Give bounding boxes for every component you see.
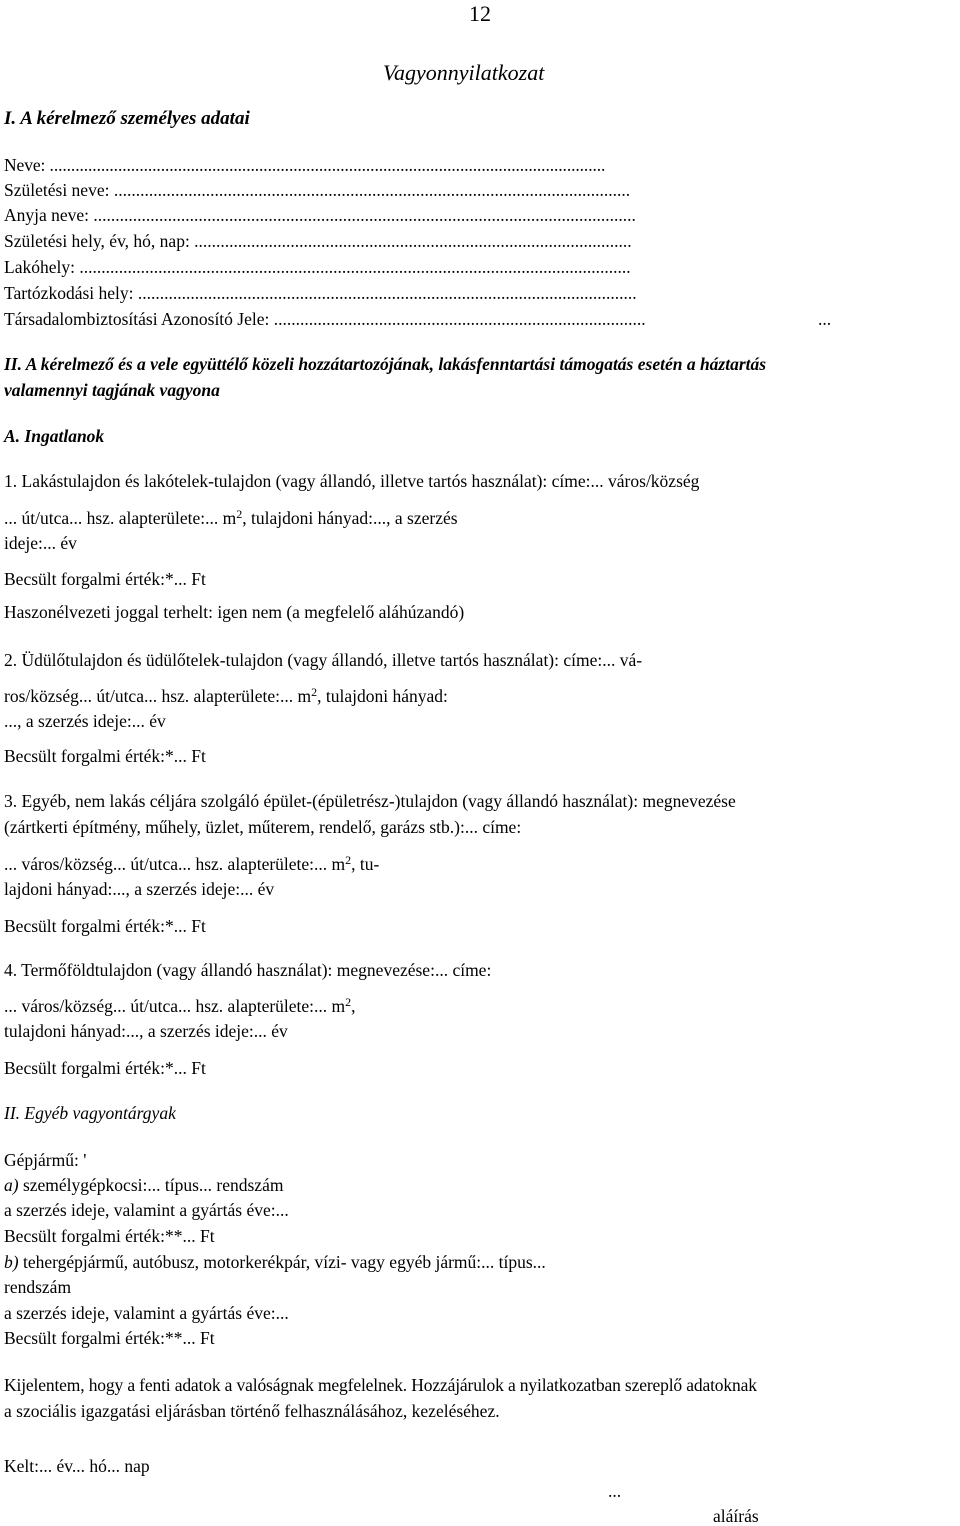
other-assets-heading: II. Egyéb vagyontárgyak (4, 1103, 176, 1123)
section-personal-heading: I. A kérelmező személyes adatai (4, 108, 250, 129)
signature-label: aláírás (713, 1506, 759, 1526)
date-line: Kelt:... év... hó... nap (4, 1456, 150, 1476)
declaration-line1: Kijelentem, hogy a fenti adatok a valóságnak megfelelnek. Hozzájárulok a nyilatkozatban szereplő adatoknak (4, 1375, 757, 1395)
car-line (4, 1175, 283, 1195)
item2-line2 (4, 686, 448, 706)
field-birth-name: Születési neve: ...................................................................................................................... (4, 180, 631, 200)
vehicle-b-line (4, 1252, 546, 1272)
item1-usufruct: Haszonélvezeti joggal terhelt: igen nem (a megfelelő aláhúzandó) (4, 602, 465, 622)
vehicle-b-acquisition: a szerzés ideje, valamint a gyártás éve:... (4, 1303, 289, 1323)
item1-value: Becsült forgalmi érték:*... Ft (4, 569, 206, 589)
item3-line3-rest: , tu- (351, 854, 380, 874)
item2-line2-rest: , tulajdoni hányad: (317, 686, 448, 706)
item2-line1: 2. Üdülőtulajdon és üdülőtelek-tulajdon (vagy állandó, illetve tartós használat): címe:... vá- (4, 650, 643, 670)
item3-value: Becsült forgalmi érték:*... Ft (4, 916, 206, 936)
field-ssn-continued: ... (818, 309, 832, 329)
field-birth-place-date: Születési hely, év, hó, nap: .................................................................................................... (4, 231, 632, 251)
item1-squared: 2 (236, 507, 243, 521)
document-title: Vagyonnyilatkozat (383, 60, 545, 85)
real-estate-subheading: A. Ingatlanok (4, 426, 105, 446)
car-value: Becsült forgalmi érték:**... Ft (4, 1226, 215, 1246)
item4-line2 (4, 996, 356, 1016)
item3-line1: 3. Egyéb, nem lakás céljára szolgáló épület-(épületrész-)tulajdon (vagy állandó használat): megnevezése (4, 791, 736, 811)
declaration-line2: a szociális igazgatási eljárásban történő felhasználásához, kezeléséhez. (4, 1401, 500, 1421)
field-name: Neve: .................................................................................................................................. (4, 155, 606, 175)
item4-line2-text: ... város/község... út/utca... hsz. alapterülete:... m (4, 996, 346, 1016)
car-acquisition: a szerzés ideje, valamint a gyártás éve:... (4, 1200, 289, 1220)
item4-value: Becsült forgalmi érték:*... Ft (4, 1058, 206, 1078)
item4-line2-rest: , (351, 996, 356, 1016)
item2-line2-text: ros/község... út/utca... hsz. alapterülete:... m (4, 686, 312, 706)
field-residence: Lakóhely: .............................................................................................................................. (4, 257, 631, 277)
item1-line2-rest: , tulajdoni hányad:..., a szerzés (242, 508, 458, 528)
section-assets-heading: II. A kérelmező és a vele együttélő közeli hozzátartozójának, lakásfenntartási támogatás esetén a háztartás (4, 354, 767, 374)
item3-squared: 2 (345, 853, 352, 867)
item4-squared: 2 (345, 995, 352, 1009)
item1-line1: 1. Lakástulajdon és lakótelek-tulajdon (vagy állandó, illetve tartós használat): címe:... város/község (4, 471, 700, 491)
item2-value: Becsült forgalmi érték:*... Ft (4, 746, 206, 766)
item1-line2 (4, 508, 458, 528)
vehicle-label: Gépjármű: ' (4, 1150, 87, 1170)
item2-squared: 2 (311, 685, 318, 699)
car-line-text: személygépkocsi:... típus... rendszám (18, 1175, 284, 1195)
item1-line3: ideje:... év (4, 533, 77, 553)
item3-line3 (4, 854, 379, 874)
vehicle-b-text: tehergépjármű, autóbusz, motorkerékpár, vízi- vagy egyéb jármű:... típus... (18, 1252, 546, 1272)
item3-line4: lajdoni hányad:..., a szerzés ideje:... év (4, 879, 275, 899)
vehicle-b-marker: b) (4, 1252, 19, 1272)
section-assets-heading-cont: valamennyi tagjának vagyona (4, 380, 220, 400)
car-marker: a) (4, 1175, 19, 1195)
item4-line3: tulajdoni hányad:..., a szerzés ideje:... év (4, 1021, 288, 1041)
item1-line2-text: ... út/utca... hsz. alapterülete:... m (4, 508, 237, 528)
vehicle-b-plate: rendszám (4, 1277, 72, 1297)
item4-line1: 4. Termőföldtulajdon (vagy állandó használat): megnevezése:... címe: (4, 960, 492, 980)
field-mother-name: Anyja neve: ............................................................................................................................ (4, 205, 636, 225)
field-ssn: Társadalombiztosítási Azonosító Jele: ..................................................................................... (4, 309, 646, 329)
item3-line2: (zártkerti építmény, műhely, üzlet, műterem, rendelő, garázs stb.):... címe: (4, 817, 522, 837)
field-stay-address: Tartózkodási hely: .................................................................................................................. (4, 283, 637, 303)
signature-dots: ... (608, 1481, 622, 1501)
item3-line3-text: ... város/község... út/utca... hsz. alapterülete:... m (4, 854, 346, 874)
vehicle-b-value: Becsült forgalmi érték:**... Ft (4, 1328, 215, 1348)
page-number: 12 (469, 1, 491, 26)
item2-line3: ..., a szerzés ideje:... év (4, 711, 166, 731)
